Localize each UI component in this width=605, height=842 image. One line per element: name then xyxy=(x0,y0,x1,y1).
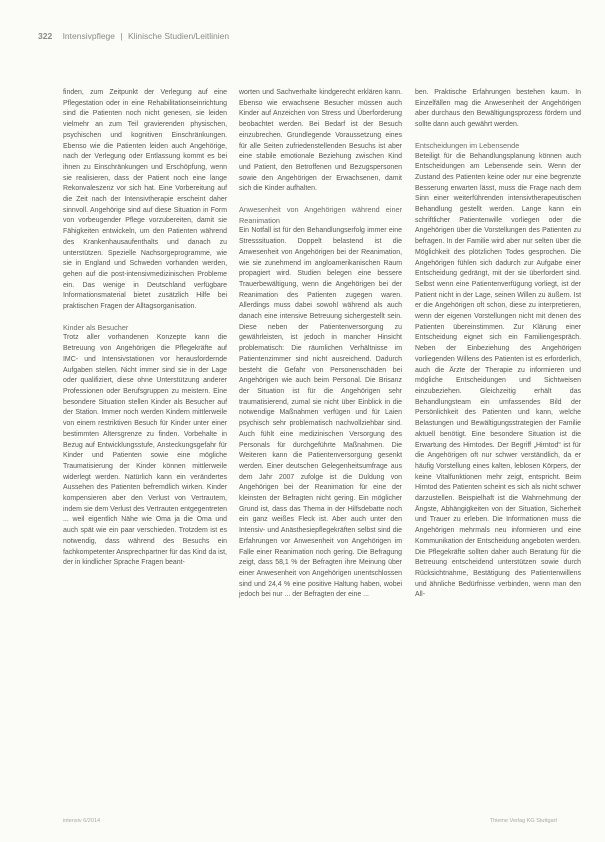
section-heading: Anwesenheit von Angehörigen während einer Reanimation xyxy=(239,205,402,225)
text-column-3 xyxy=(415,88,581,601)
paragraph: ben. Praktische Erfahrungen bestehen kaum. In Einzelfällen mag die Anwesenheit der Angehörigen aber durchaus den Bewältigungsprozess fördern und sollte dann auch gewährt werden. xyxy=(415,89,581,129)
running-header xyxy=(38,31,578,45)
section-heading: Entscheidungen im Lebensende xyxy=(415,140,520,150)
paragraph: finden, zum Zeitpunkt der Verlegung auf eine Pflegestation oder in eine Rehabilitationseinrichtung sind die Patienten noch nicht genesen, sie leiden vielmehr an zum Teil gravierenden physischen, psychischen und kognitiven Einschränkungen. Ebenso wie die Patienten leiden auch Angehörige, nach der Verlegung oder Entlassung kommt es bei ihnen zu Einschränkungen und Erschöpfung, wenn sie realisieren, dass der Patient noch eine lange Rekonvaleszenz vor sich hat. Eine Vorbereitung auf die Zeit nach der Intensivtherapie erscheint daher sinnvoll. Angehörige sind auf diese Situation in Form von vorbeugender Pflege vorzubereiten, damit sie Fähigkeiten entwickeln, um den Patienten während des Krankenhausaufenthalts und danach zu unterstützen. Spezielle Nachsorgeprogramme, wie sie in England und Schweden vorhanden werden, gehen auf die post-intensivmedizinischen Probleme ein. Das wenige in Deutschland verfügbare Informationsmaterial bietet zusätzlich Hilfe bei praktischen Fragen der Alltagsorganisation. xyxy=(63,89,227,311)
paragraph: Trotz aller vorhandenen Konzepte kann die Betreuung von Angehörigen die Pflegekräfte auf IMC- und Intensivstationen vor herausfordernde Aufgaben stellen. Nicht immer sind sie in der Lage oder qualifiziert, diese ohne Unterstützung anderer Professionen oder Berufsgruppen zu meistern. Eine besondere Situation stellen Kinder als Besucher auf der Station. Immer noch werden Kindern mittlerweile von einem restriktiven Besuch für Kinder unter einer bestimmten Altersgrenze zu finden. Vorbehalte in Bezug auf Entwicklungsstufe, Ansteckungsgefahr für Kinder und Patienten sowie eine mögliche Traumatisierung der Kinder können mittlerweile widerlegt werden. Natürlich kann ein verändertes Aussehen des Patienten befremdlich wirken. Kinder kompensieren aber den Verlust von Vertrautem, indem sie dem Verlust des Vertrauten entgegentreten ... weil eigentlich Nähe wie Oma ja die Oma und auch spät wie ein paar verschieden. Trotzdem ist es notwendig, dass während des Besuchs ein fachkompetenter Ansprechpartner für das Kind da ist, der in kindlicher Sprache Fragen beant- xyxy=(63,334,227,567)
section-heading: Kinder als Besucher xyxy=(63,322,129,332)
header-separator: | xyxy=(120,31,123,41)
footer-publisher: Thieme Verlag KG Stuttgart xyxy=(489,818,557,824)
page-number: 322 xyxy=(38,31,53,41)
text-column-2 xyxy=(239,88,402,601)
paragraph: worten und Sachverhalte kindgerecht erklären kann. Ebenso wie erwachsene Besucher müssen auch Kinder auf Anzeichen von Stress und Überforderung beobachtet werden. Bei Bedarf ist der Besuch einzubrechen. Grundlegende Voraussetzung eines für alle Seiten zufriedenstellenden Besuchs ist aber eine stabile emotionale Beziehung zwischen Kind und Patient, den Betroffenen und Bezugspersonen sowie den Angehörigen der Erwachsenen, damit sich die Kinder aufhalten. xyxy=(239,89,402,193)
footer-journal: intensiv 6/2014 xyxy=(63,818,100,824)
header-section: Intensivpflege xyxy=(62,31,116,41)
header-subsection: Klinische Studien/Leitlinien xyxy=(127,31,230,41)
text-column-1 xyxy=(63,88,227,569)
paragraph: Beteiligt für die Behandlungsplanung können auch Entscheidungen am Lebensende sein. Wenn der Zustand des Patienten keine oder nur eine begrenzte Besserung erwarten lässt, muss die Frage nach dem Sinn einer weiterführenden intensivtherapeutischen Behandlung gestellt werden. Lange kann ein schriftlicher Patientenwille vorliegen oder die Angehörigen über die Vorstellungen des Patienten zu befragen. In der Familie wird aber nur selten über die Möglichkeit des plötzlichen Todes gesprochen. Die Angehörigen fühlen sich dadurch zur Aufgabe einer Entscheidung gedrängt, mit der sie überfordert sind. Selbst wenn eine Patientenverfügung vorliegt, ist der Patient nicht in der Lage, seinen Willen zu äußern. Ist er die Angehörigen oft schon, diese zu interpretieren, wenn der eigenen Vorstellungen nicht mit denen des Patienten übereinstimmen. Zur Klärung einer Entscheidung eignet sich ein Familiengespräch. Neben der Einbeziehung des Angehörigen vorliegenden Willens des Patienten ist es erforderlich, auch die Ärzte der Therapie zu informieren und mögliche Entscheidungen und Sichtweisen einzubeziehen. Gleichzeitig erhält das Behandlungsteam ein umfassendes Bild der Persönlichkeit des Patienten und kann, welche Belastungen und Bewältigungsstrategien der Familie aktuell benötigt. Eine besondere Situation ist die Erwartung des Hirntodes. Der Begriff „Hirntod“ ist für die Angehörigen oft nur schwer verständlich, da er häufig Vorstellung eines kalten, leblosen Körpers, der keine Vitalfunktionen mehr zeigt, entspricht. Beim Hirntod des Patienten scheint es sich als nicht schwer darzustellen. Beispielhaft ist die Wahrnehmung der Ängste, Abhängigkeiten von der Situation, Sicherheit und Trauer zu erleben. Die Informationen muss die Angehörigen mehrmals neu informieren und eine Kommunikation der Entscheidung angeboten werden. Die Pflegekräfte sollten daher auch Beratung für die Betreuung entscheidend unterstützen sowie durch Rücksichtnahme, Bestätigung des Patientenwillens und ähnliche Bedürfnisse verbinden, wenn man den All- xyxy=(415,152,581,599)
paragraph: Ein Notfall ist für den Behandlungserfolg immer eine Stresssituation. Doppelt belastend ist die Anwesenheit von Angehörigen bei der Reanimation, wie sie zunehmend im angloamerikanischen Raum propagiert wird. Studien belegen eine bessere Trauerbewältigung, wenn die Angehörigen bei der Reanimation des Patienten zugegen waren. Allerdings muss dabei sowohl während als auch danach eine intensive Betreuung sichergestellt sein. Diese neben der Patientenversorgung zu gewährleisten, ist jedoch in mancher Hinsicht problematisch: Die räumlichen Verhältnisse im Patientenzimmer sind nicht ausreichend. Dadurch besteht die Gefahr von Personenschäden bei Angehörigen wie auch beim Personal. Die Brisanz der Situation ist für die Angehörigen sehr traumatisierend, zumal sie nicht über Einblick in die notwendige Maßnahmen verfügen und für Laien psychisch sehr problematisch nachvollziehbar sind. Auch fühlt eine medizinischen Versorgung des Personals für durchgeführte Maßnahmen. Die Weiteren kann die Patientenversorgung gesenkt werden. Einer deutschen Gelegenheitsumfrage aus dem Jahr 2007 zufolge ist die Duldung von Angehörigen bei der Reanimation für eine der kleinsten der Befragten nicht gering. Ein möglicher Grund ist, dass das Thema in der Hilfsdebatte noch ein ganz weißes Fleck ist. Aber auch unter den Intensiv- und Anästhesiepflegekräften selbst sind die Erfahrungen vor Anwesenheit von Angehörigen im Falle einer Reanimation noch gering. Die Befragung zeigt, dass 58,1 % der Befragten ihre Meinung über einer Anwesenheit von Angehörigen unentschlossen sind und 24,4 % eine positive Haltung haben, wobei jedoch bei nur ... der Befragten der eine ... xyxy=(239,227,402,599)
